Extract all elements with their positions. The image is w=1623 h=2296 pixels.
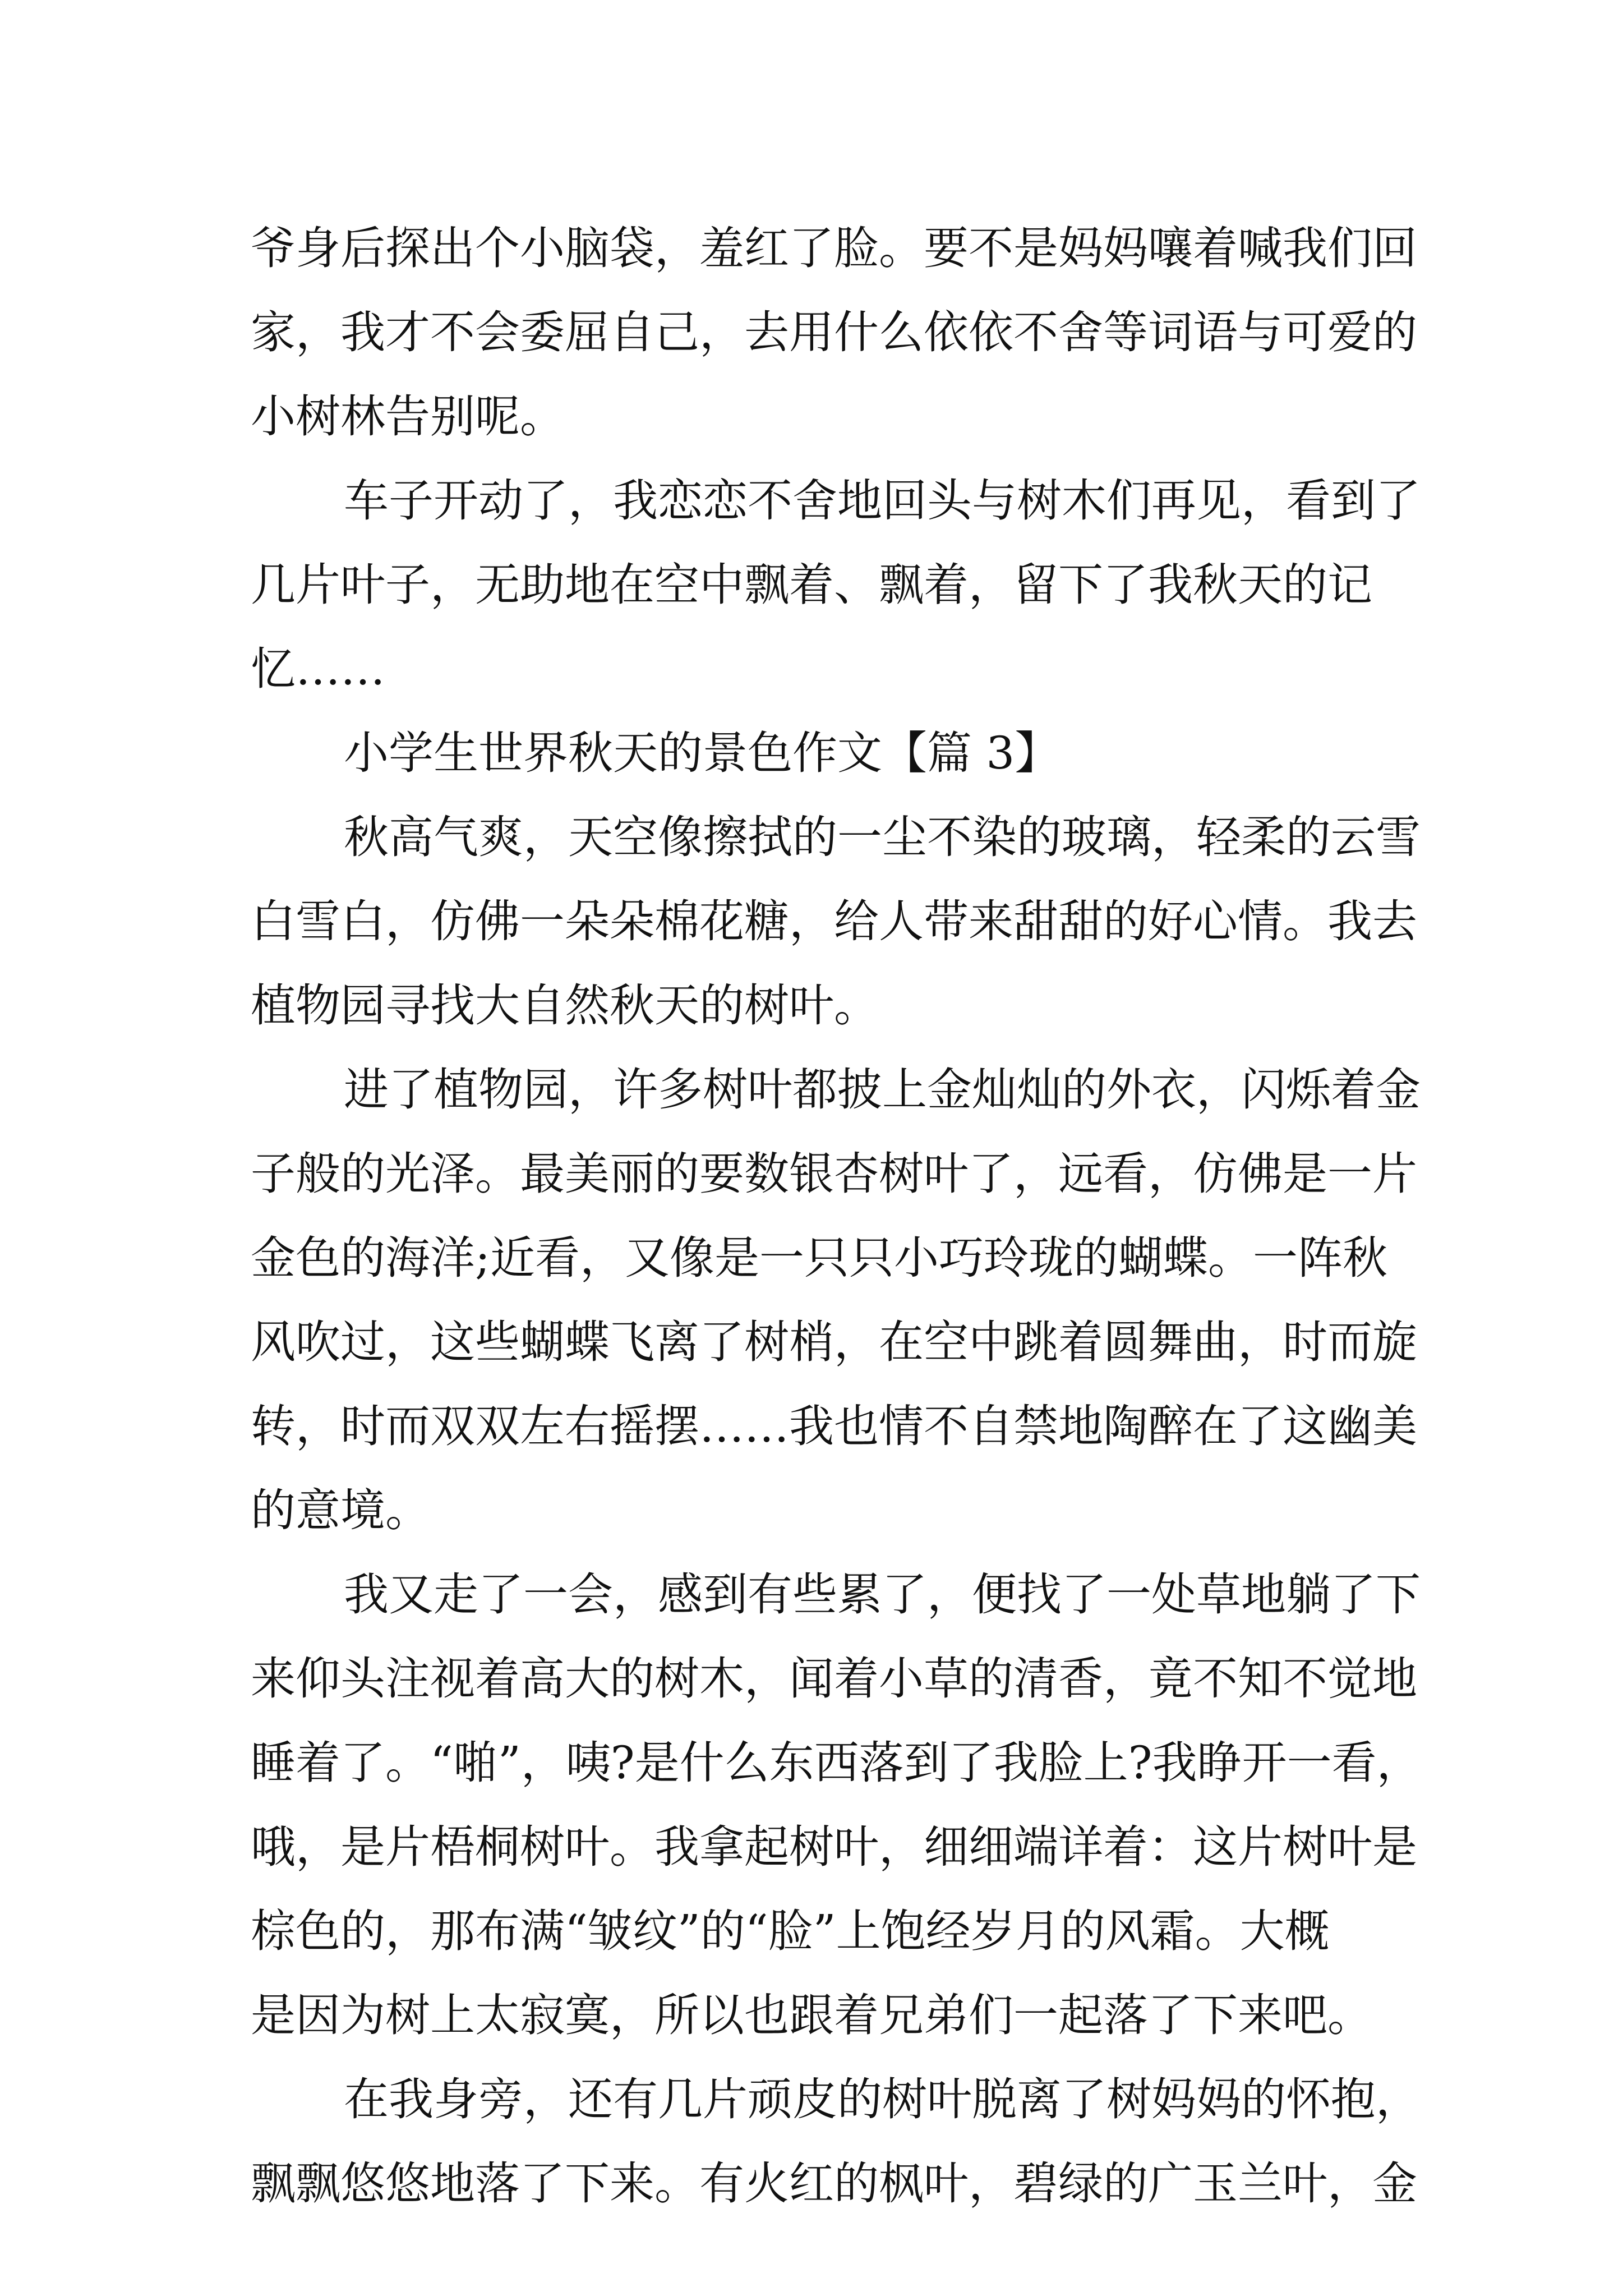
article-body	[251, 206, 1422, 2226]
paragraph-line: 小树林告别呢。	[251, 390, 565, 443]
paragraph-line: 秋高气爽，天空像擦拭的一尘不染的玻璃，轻柔的云雪	[344, 811, 1421, 863]
section-heading: 小学生世界秋天的景色作文【篇 3】	[344, 727, 1060, 779]
paragraph-line: 爷身后探出个小脑袋，羞红了脸。要不是妈妈嚷着喊我们回	[251, 222, 1417, 274]
paragraph-line: 进了植物园，许多树叶都披上金灿灿的外衣，闪烁着金	[344, 1064, 1421, 1116]
paragraph-line: 车子开动了，我恋恋不舍地回头与树木们再见，看到了	[344, 475, 1421, 527]
paragraph-line: 来仰头注视着高大的树木，闻着小草的清香，竟不知不觉地	[251, 1653, 1417, 1705]
paragraph-line: 家，我才不会委屈自己，去用什么依依不舍等词语与可爱的	[251, 306, 1417, 358]
paragraph-line: 金色的海洋;近看，又像是一只只小巧玲珑的蝴蝶。一阵秋	[251, 1232, 1387, 1284]
paragraph-line: 在我身旁，还有几片顽皮的树叶脱离了树妈妈的怀抱，	[344, 2073, 1421, 2125]
paragraph-line: 白雪白，仿佛一朵朵棉花糖，给人带来甜甜的好心情。我去	[251, 895, 1417, 947]
paragraph-line: 植物园寻找大自然秋天的树叶。	[251, 979, 879, 1032]
paragraph-line: 的意境。	[251, 1484, 430, 1536]
paragraph-line: 飘飘悠悠地落了下来。有火红的枫叶，碧绿的广玉兰叶，金	[251, 2157, 1417, 2210]
paragraph-line: 几片叶子，无助地在空中飘着、飘着，留下了我秋天的记	[251, 559, 1372, 611]
paragraph-line: 我又走了一会，感到有些累了，便找了一处草地躺了下	[344, 1568, 1421, 1621]
paragraph-line: 哦，是片梧桐树叶。我拿起树叶，细细端详着：这片树叶是	[251, 1821, 1417, 1873]
paragraph-line: 睡着了。“啪”，咦?是什么东西落到了我脸上?我睁开一看，	[251, 1737, 1422, 1789]
paragraph-line: 忆……	[251, 643, 385, 695]
paragraph-line: 是因为树上太寂寞，所以也跟着兄弟们一起落了下来吧。	[251, 1989, 1372, 2041]
paragraph-line: 棕色的，那布满“皱纹”的“脸”上饱经岁月的风霜。大概	[251, 1905, 1330, 1957]
paragraph-line: 子般的光泽。最美丽的要数银杏树叶了，远看，仿佛是一片	[251, 1148, 1417, 1200]
paragraph-line: 转，时而双双左右摇摆……我也情不自禁地陶醉在了这幽美	[251, 1400, 1417, 1452]
paragraph-line: 风吹过，这些蝴蝶飞离了树梢，在空中跳着圆舞曲，时而旋	[251, 1316, 1417, 1368]
